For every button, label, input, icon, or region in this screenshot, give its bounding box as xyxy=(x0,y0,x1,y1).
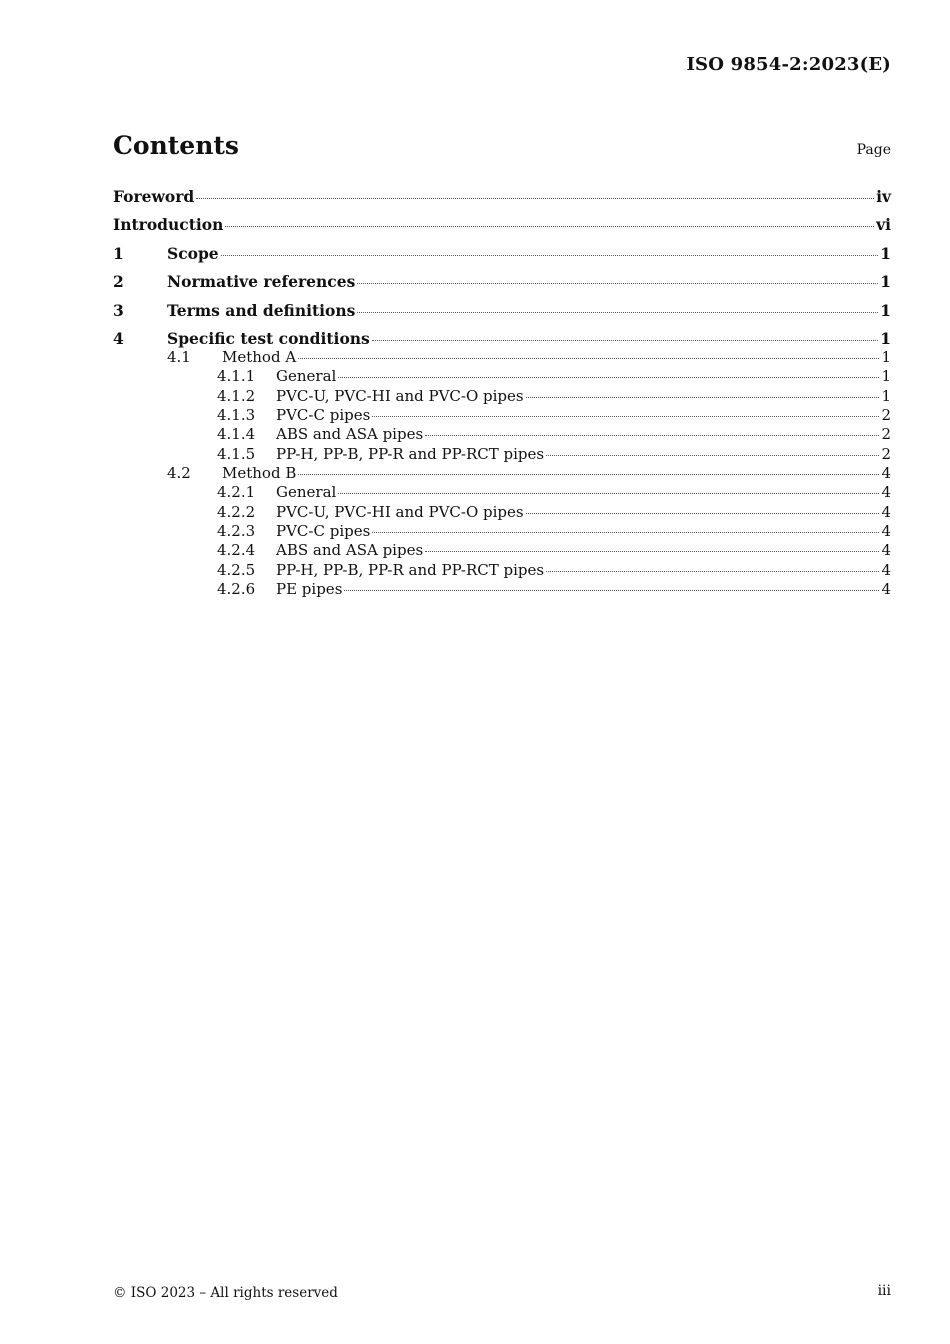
dot-leader xyxy=(221,255,879,256)
toc-entry-page: 1 xyxy=(880,329,891,348)
toc-entry-title: Introduction xyxy=(113,215,224,234)
toc-entry-page: 1 xyxy=(881,367,891,385)
dot-leader xyxy=(357,283,878,284)
dot-leader xyxy=(196,198,874,199)
toc-entry-title: Method A xyxy=(222,348,297,366)
contents-heading: Contents xyxy=(113,131,240,160)
dot-leader xyxy=(225,226,874,227)
toc-entry-page: 4 xyxy=(881,464,891,482)
toc-entry-number: 4.2.4 xyxy=(217,541,256,559)
toc-entry-page: 4 xyxy=(881,541,891,559)
toc-entry-number: 4.1.3 xyxy=(217,406,256,424)
toc-entry[interactable] xyxy=(113,244,891,263)
toc-entry-number: 4.2 xyxy=(167,464,191,482)
toc-entry-page: 1 xyxy=(881,348,891,366)
toc-entry-number: 4.1.5 xyxy=(217,445,256,463)
toc-entry-page: 4 xyxy=(881,561,891,579)
toc-entry-page: vi xyxy=(876,215,891,234)
dot-leader xyxy=(298,358,879,359)
toc-entry-number: 4.2.3 xyxy=(217,522,256,540)
toc-entry[interactable] xyxy=(113,406,891,424)
dot-leader xyxy=(546,455,879,456)
toc-entry-number: 4.2.1 xyxy=(217,483,256,501)
toc-entry-title: Normative references xyxy=(167,272,356,291)
toc-entry-page: 2 xyxy=(881,425,891,443)
toc-entry-page: 1 xyxy=(880,244,891,263)
toc-entry-title: PP-H, PP-B, PP-R and PP-RCT pipes xyxy=(276,445,545,463)
page-number: iii xyxy=(877,1283,891,1299)
toc-entry[interactable] xyxy=(113,215,891,234)
toc-entry[interactable] xyxy=(113,425,891,443)
dot-leader xyxy=(338,493,879,494)
dot-leader xyxy=(338,377,879,378)
toc-entry-title: Scope xyxy=(167,244,219,263)
toc-entry[interactable] xyxy=(113,387,891,405)
toc-entry-title: PE pipes xyxy=(276,580,343,598)
toc-entry-page: 4 xyxy=(881,580,891,598)
toc-entry-title: Method B xyxy=(222,464,297,482)
toc-entry-page: 4 xyxy=(881,483,891,501)
toc-entry-number: 2 xyxy=(113,272,124,291)
dot-leader xyxy=(344,590,879,591)
toc-entry-page: 1 xyxy=(880,272,891,291)
toc-entry[interactable] xyxy=(113,187,891,206)
toc-entry-title: PVC-C pipes xyxy=(276,406,371,424)
dot-leader xyxy=(298,474,879,475)
toc-entry-number: 4.1.1 xyxy=(217,367,256,385)
toc-entry-title: General xyxy=(276,483,337,501)
toc-entry[interactable] xyxy=(113,503,891,521)
toc-entry-number: 1 xyxy=(113,244,124,263)
toc-entry-title: Foreword xyxy=(113,187,195,206)
dot-leader xyxy=(526,397,880,398)
dot-leader xyxy=(372,340,878,341)
toc-entry-title: PVC-U, PVC-HI and PVC-O pipes xyxy=(276,387,524,405)
toc-entry-number: 4.1.4 xyxy=(217,425,256,443)
dot-leader xyxy=(425,435,879,436)
toc-entry-page: 4 xyxy=(881,503,891,521)
toc-entry[interactable] xyxy=(113,464,891,482)
toc-entry-title: Specific test conditions xyxy=(167,329,370,348)
document-id: ISO 9854-2:2023(E) xyxy=(686,54,891,75)
copyright-footer: © ISO 2023 – All rights reserved xyxy=(113,1285,338,1301)
toc-entry[interactable] xyxy=(113,329,891,348)
toc-entry-page: 4 xyxy=(881,522,891,540)
toc-entry-title: PVC-U, PVC-HI and PVC-O pipes xyxy=(276,503,524,521)
toc-entry-page: 2 xyxy=(881,406,891,424)
toc-entry-number: 4.1.2 xyxy=(217,387,256,405)
toc-entry-number: 4.1 xyxy=(167,348,191,366)
toc-entry[interactable] xyxy=(113,522,891,540)
toc-entry-title: PVC-C pipes xyxy=(276,522,371,540)
toc-entry-title: Terms and definitions xyxy=(167,301,356,320)
dot-leader xyxy=(357,312,878,313)
toc-entry-number: 4.2.2 xyxy=(217,503,256,521)
toc-entry-page: 1 xyxy=(880,301,891,320)
toc-entry-page: 2 xyxy=(881,445,891,463)
toc-entry-title: General xyxy=(276,367,337,385)
toc-entry-number: 4.2.5 xyxy=(217,561,256,579)
toc-entry[interactable] xyxy=(113,301,891,320)
toc-entry[interactable] xyxy=(113,561,891,579)
toc-entry-number: 4 xyxy=(113,329,124,348)
dot-leader xyxy=(372,416,879,417)
toc-entry-number: 4.2.6 xyxy=(217,580,256,598)
toc-entry-number: 3 xyxy=(113,301,124,320)
toc-entry-page: iv xyxy=(876,187,891,206)
toc-entry-title: ABS and ASA pipes xyxy=(276,425,424,443)
page-column-label: Page xyxy=(856,142,891,158)
toc-entry-page: 1 xyxy=(881,387,891,405)
toc-entry[interactable] xyxy=(113,445,891,463)
toc-entry[interactable] xyxy=(113,272,891,291)
dot-leader xyxy=(526,513,880,514)
dot-leader xyxy=(425,551,879,552)
dot-leader xyxy=(546,571,879,572)
toc-entry[interactable] xyxy=(113,541,891,559)
dot-leader xyxy=(372,532,879,533)
toc-entry-title: PP-H, PP-B, PP-R and PP-RCT pipes xyxy=(276,561,545,579)
toc-entry[interactable] xyxy=(113,367,891,385)
toc-entry[interactable] xyxy=(113,348,891,366)
toc-entry[interactable] xyxy=(113,580,891,598)
toc-entry-title: ABS and ASA pipes xyxy=(276,541,424,559)
toc-entry[interactable] xyxy=(113,483,891,501)
